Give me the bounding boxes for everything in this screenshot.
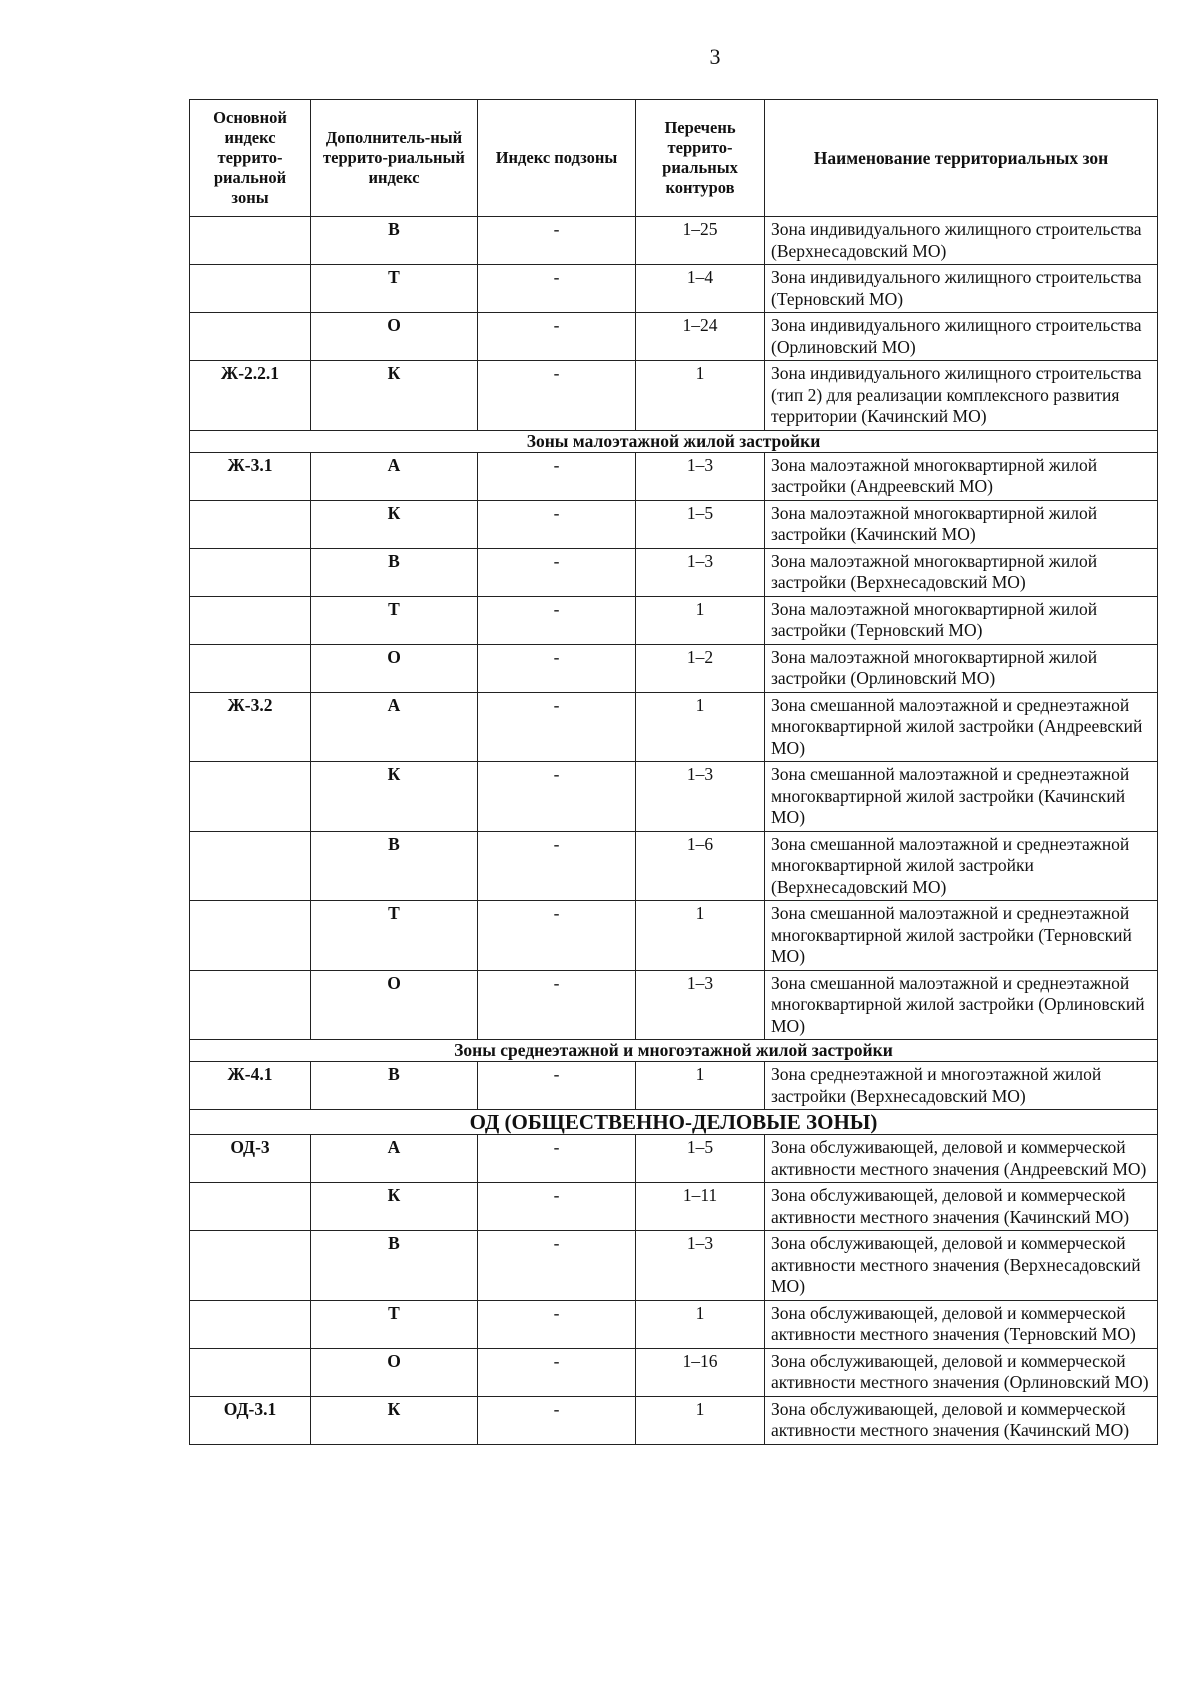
table-row — [190, 596, 1158, 644]
contours-cell: 1–16 — [636, 1348, 765, 1396]
subzone-index-cell: - — [478, 901, 636, 971]
contours-cell: 1–5 — [636, 1135, 765, 1183]
extra-index-cell: А — [311, 1135, 478, 1183]
main-index-cell: Ж-3.2 — [190, 692, 311, 762]
subzone-index-cell: - — [478, 970, 636, 1040]
table-row — [190, 500, 1158, 548]
subzone-index-cell: - — [478, 500, 636, 548]
section-heading: Зоны среднеэтажной и многоэтажной жилой застройки — [190, 1040, 1158, 1062]
subzone-index-cell: - — [478, 1348, 636, 1396]
main-index-cell: Ж-4.1 — [190, 1062, 311, 1110]
extra-index-cell: А — [311, 452, 478, 500]
contours-cell: 1–3 — [636, 548, 765, 596]
table-row — [190, 644, 1158, 692]
contours-cell: 1–3 — [636, 970, 765, 1040]
header-extra-index: Дополнитель-ный террито-риальный индекс — [311, 100, 478, 217]
subzone-index-cell: - — [478, 1300, 636, 1348]
main-index-cell — [190, 1300, 311, 1348]
extra-index-cell: В — [311, 1231, 478, 1301]
main-index-cell — [190, 265, 311, 313]
table-row — [190, 831, 1158, 901]
section-heading-row — [190, 1040, 1158, 1062]
contours-cell: 1–6 — [636, 831, 765, 901]
table-row — [190, 1062, 1158, 1110]
contours-cell: 1 — [636, 901, 765, 971]
extra-index-cell: В — [311, 1062, 478, 1110]
contours-cell: 1–3 — [636, 1231, 765, 1301]
section-heading-row — [190, 430, 1158, 452]
main-index-cell — [190, 762, 311, 832]
contours-cell: 1–2 — [636, 644, 765, 692]
subzone-index-cell: - — [478, 452, 636, 500]
main-index-cell — [190, 596, 311, 644]
subzone-index-cell: - — [478, 361, 636, 431]
zone-name-cell: Зона индивидуального жилищного строительства (Терновский МО) — [765, 265, 1158, 313]
main-index-cell: Ж-3.1 — [190, 452, 311, 500]
zone-name-cell: Зона индивидуального жилищного строительства (Орлиновский МО) — [765, 313, 1158, 361]
zone-name-cell: Зона малоэтажной многоквартирной жилой застройки (Андреевский МО) — [765, 452, 1158, 500]
extra-index-cell: О — [311, 1348, 478, 1396]
section-heading-row — [190, 1110, 1158, 1135]
zone-name-cell: Зона обслуживающей, деловой и коммерческой активности местного значения (Орлиновский МО) — [765, 1348, 1158, 1396]
main-index-cell — [190, 644, 311, 692]
zone-name-cell: Зона смешанной малоэтажной и среднеэтажной многоквартирной жилой застройки (Андреевский МО) — [765, 692, 1158, 762]
subzone-index-cell: - — [478, 1183, 636, 1231]
zone-name-cell: Зона обслуживающей, деловой и коммерческой активности местного значения (Качинский МО) — [765, 1396, 1158, 1444]
table-row — [190, 1231, 1158, 1301]
page-number: 3 — [709, 44, 721, 69]
subzone-index-cell: - — [478, 265, 636, 313]
contours-cell: 1 — [636, 1396, 765, 1444]
zone-name-cell: Зона индивидуального жилищного строительства (Верхнесадовский МО) — [765, 217, 1158, 265]
subzone-index-cell: - — [478, 644, 636, 692]
table-row — [190, 1183, 1158, 1231]
zone-name-cell: Зона среднеэтажной и многоэтажной жилой застройки (Верхнесадовский МО) — [765, 1062, 1158, 1110]
table-row — [190, 901, 1158, 971]
subzone-index-cell: - — [478, 548, 636, 596]
table-row — [190, 692, 1158, 762]
subzone-index-cell: - — [478, 1396, 636, 1444]
section-heading: ОД (ОБЩЕСТВЕННО-ДЕЛОВЫЕ ЗОНЫ) — [190, 1110, 1158, 1135]
table-row — [190, 762, 1158, 832]
extra-index-cell: К — [311, 500, 478, 548]
extra-index-cell: К — [311, 1396, 478, 1444]
main-index-cell — [190, 1183, 311, 1231]
table-row — [190, 548, 1158, 596]
main-index-cell — [190, 548, 311, 596]
main-index-cell — [190, 313, 311, 361]
contours-cell: 1–25 — [636, 217, 765, 265]
main-index-cell — [190, 970, 311, 1040]
main-index-cell: ОД-3 — [190, 1135, 311, 1183]
table-row — [190, 1348, 1158, 1396]
main-index-cell — [190, 1231, 311, 1301]
contours-cell: 1 — [636, 361, 765, 431]
header-contours: Перечень террито-риальных контуров — [636, 100, 765, 217]
extra-index-cell: В — [311, 548, 478, 596]
extra-index-cell: Т — [311, 1300, 478, 1348]
subzone-index-cell: - — [478, 831, 636, 901]
extra-index-cell: В — [311, 831, 478, 901]
main-index-cell — [190, 901, 311, 971]
extra-index-cell: К — [311, 361, 478, 431]
zone-name-cell: Зона малоэтажной многоквартирной жилой застройки (Верхнесадовский МО) — [765, 548, 1158, 596]
zone-name-cell: Зона смешанной малоэтажной и среднеэтажной многоквартирной жилой застройки (Верхнесадовский МО) — [765, 831, 1158, 901]
header-row — [190, 100, 1158, 217]
subzone-index-cell: - — [478, 762, 636, 832]
zone-name-cell: Зона малоэтажной многоквартирной жилой застройки (Качинский МО) — [765, 500, 1158, 548]
subzone-index-cell: - — [478, 217, 636, 265]
table-row — [190, 970, 1158, 1040]
zone-name-cell: Зона смешанной малоэтажной и среднеэтажной многоквартирной жилой застройки (Терновский МО) — [765, 901, 1158, 971]
header-zone-name: Наименование территориальных зон — [765, 100, 1158, 217]
contours-cell: 1–4 — [636, 265, 765, 313]
table-row — [190, 1300, 1158, 1348]
contours-cell: 1–24 — [636, 313, 765, 361]
section-heading: Зоны малоэтажной жилой застройки — [190, 430, 1158, 452]
main-index-cell — [190, 500, 311, 548]
table-header — [190, 100, 1158, 217]
subzone-index-cell: - — [478, 313, 636, 361]
header-subzone-index: Индекс подзоны — [478, 100, 636, 217]
zone-name-cell: Зона малоэтажной многоквартирной жилой застройки (Орлиновский МО) — [765, 644, 1158, 692]
extra-index-cell: Т — [311, 265, 478, 313]
zone-name-cell: Зона индивидуального жилищного строительства (тип 2) для реализации комплексного развития территории (Качинский МО) — [765, 361, 1158, 431]
contours-cell: 1 — [636, 692, 765, 762]
main-index-cell: ОД-3.1 — [190, 1396, 311, 1444]
extra-index-cell: В — [311, 217, 478, 265]
extra-index-cell: К — [311, 1183, 478, 1231]
contours-cell: 1–5 — [636, 500, 765, 548]
zones-table — [189, 99, 1158, 1445]
header-main-index: Основной индекс террито-риальной зоны — [190, 100, 311, 217]
table-row — [190, 1135, 1158, 1183]
subzone-index-cell: - — [478, 692, 636, 762]
zone-name-cell: Зона малоэтажной многоквартирной жилой застройки (Терновский МО) — [765, 596, 1158, 644]
subzone-index-cell: - — [478, 1231, 636, 1301]
table-row — [190, 313, 1158, 361]
extra-index-cell: Т — [311, 901, 478, 971]
extra-index-cell: К — [311, 762, 478, 832]
contours-cell: 1 — [636, 1062, 765, 1110]
main-index-cell — [190, 1348, 311, 1396]
main-index-cell: Ж-2.2.1 — [190, 361, 311, 431]
table-row — [190, 265, 1158, 313]
table-row — [190, 361, 1158, 431]
table-row — [190, 1396, 1158, 1444]
contours-cell: 1–3 — [636, 452, 765, 500]
subzone-index-cell: - — [478, 596, 636, 644]
table-row — [190, 217, 1158, 265]
contours-cell: 1–3 — [636, 762, 765, 832]
extra-index-cell: А — [311, 692, 478, 762]
contours-cell: 1–11 — [636, 1183, 765, 1231]
main-index-cell — [190, 831, 311, 901]
subzone-index-cell: - — [478, 1062, 636, 1110]
subzone-index-cell: - — [478, 1135, 636, 1183]
extra-index-cell: Т — [311, 596, 478, 644]
table-row — [190, 452, 1158, 500]
main-index-cell — [190, 217, 311, 265]
zone-name-cell: Зона смешанной малоэтажной и среднеэтажной многоквартирной жилой застройки (Качинский МО) — [765, 762, 1158, 832]
contours-cell: 1 — [636, 596, 765, 644]
extra-index-cell: О — [311, 644, 478, 692]
zone-name-cell: Зона обслуживающей, деловой и коммерческой активности местного значения (Верхнесадовский МО) — [765, 1231, 1158, 1301]
contours-cell: 1 — [636, 1300, 765, 1348]
zone-name-cell: Зона обслуживающей, деловой и коммерческой активности местного значения (Терновский МО) — [765, 1300, 1158, 1348]
extra-index-cell: О — [311, 313, 478, 361]
zone-name-cell: Зона обслуживающей, деловой и коммерческой активности местного значения (Андреевский МО) — [765, 1135, 1158, 1183]
zone-name-cell: Зона обслуживающей, деловой и коммерческой активности местного значения (Качинский МО) — [765, 1183, 1158, 1231]
zone-name-cell: Зона смешанной малоэтажной и среднеэтажной многоквартирной жилой застройки (Орлиновский МО) — [765, 970, 1158, 1040]
extra-index-cell: О — [311, 970, 478, 1040]
table-body — [190, 217, 1158, 1445]
